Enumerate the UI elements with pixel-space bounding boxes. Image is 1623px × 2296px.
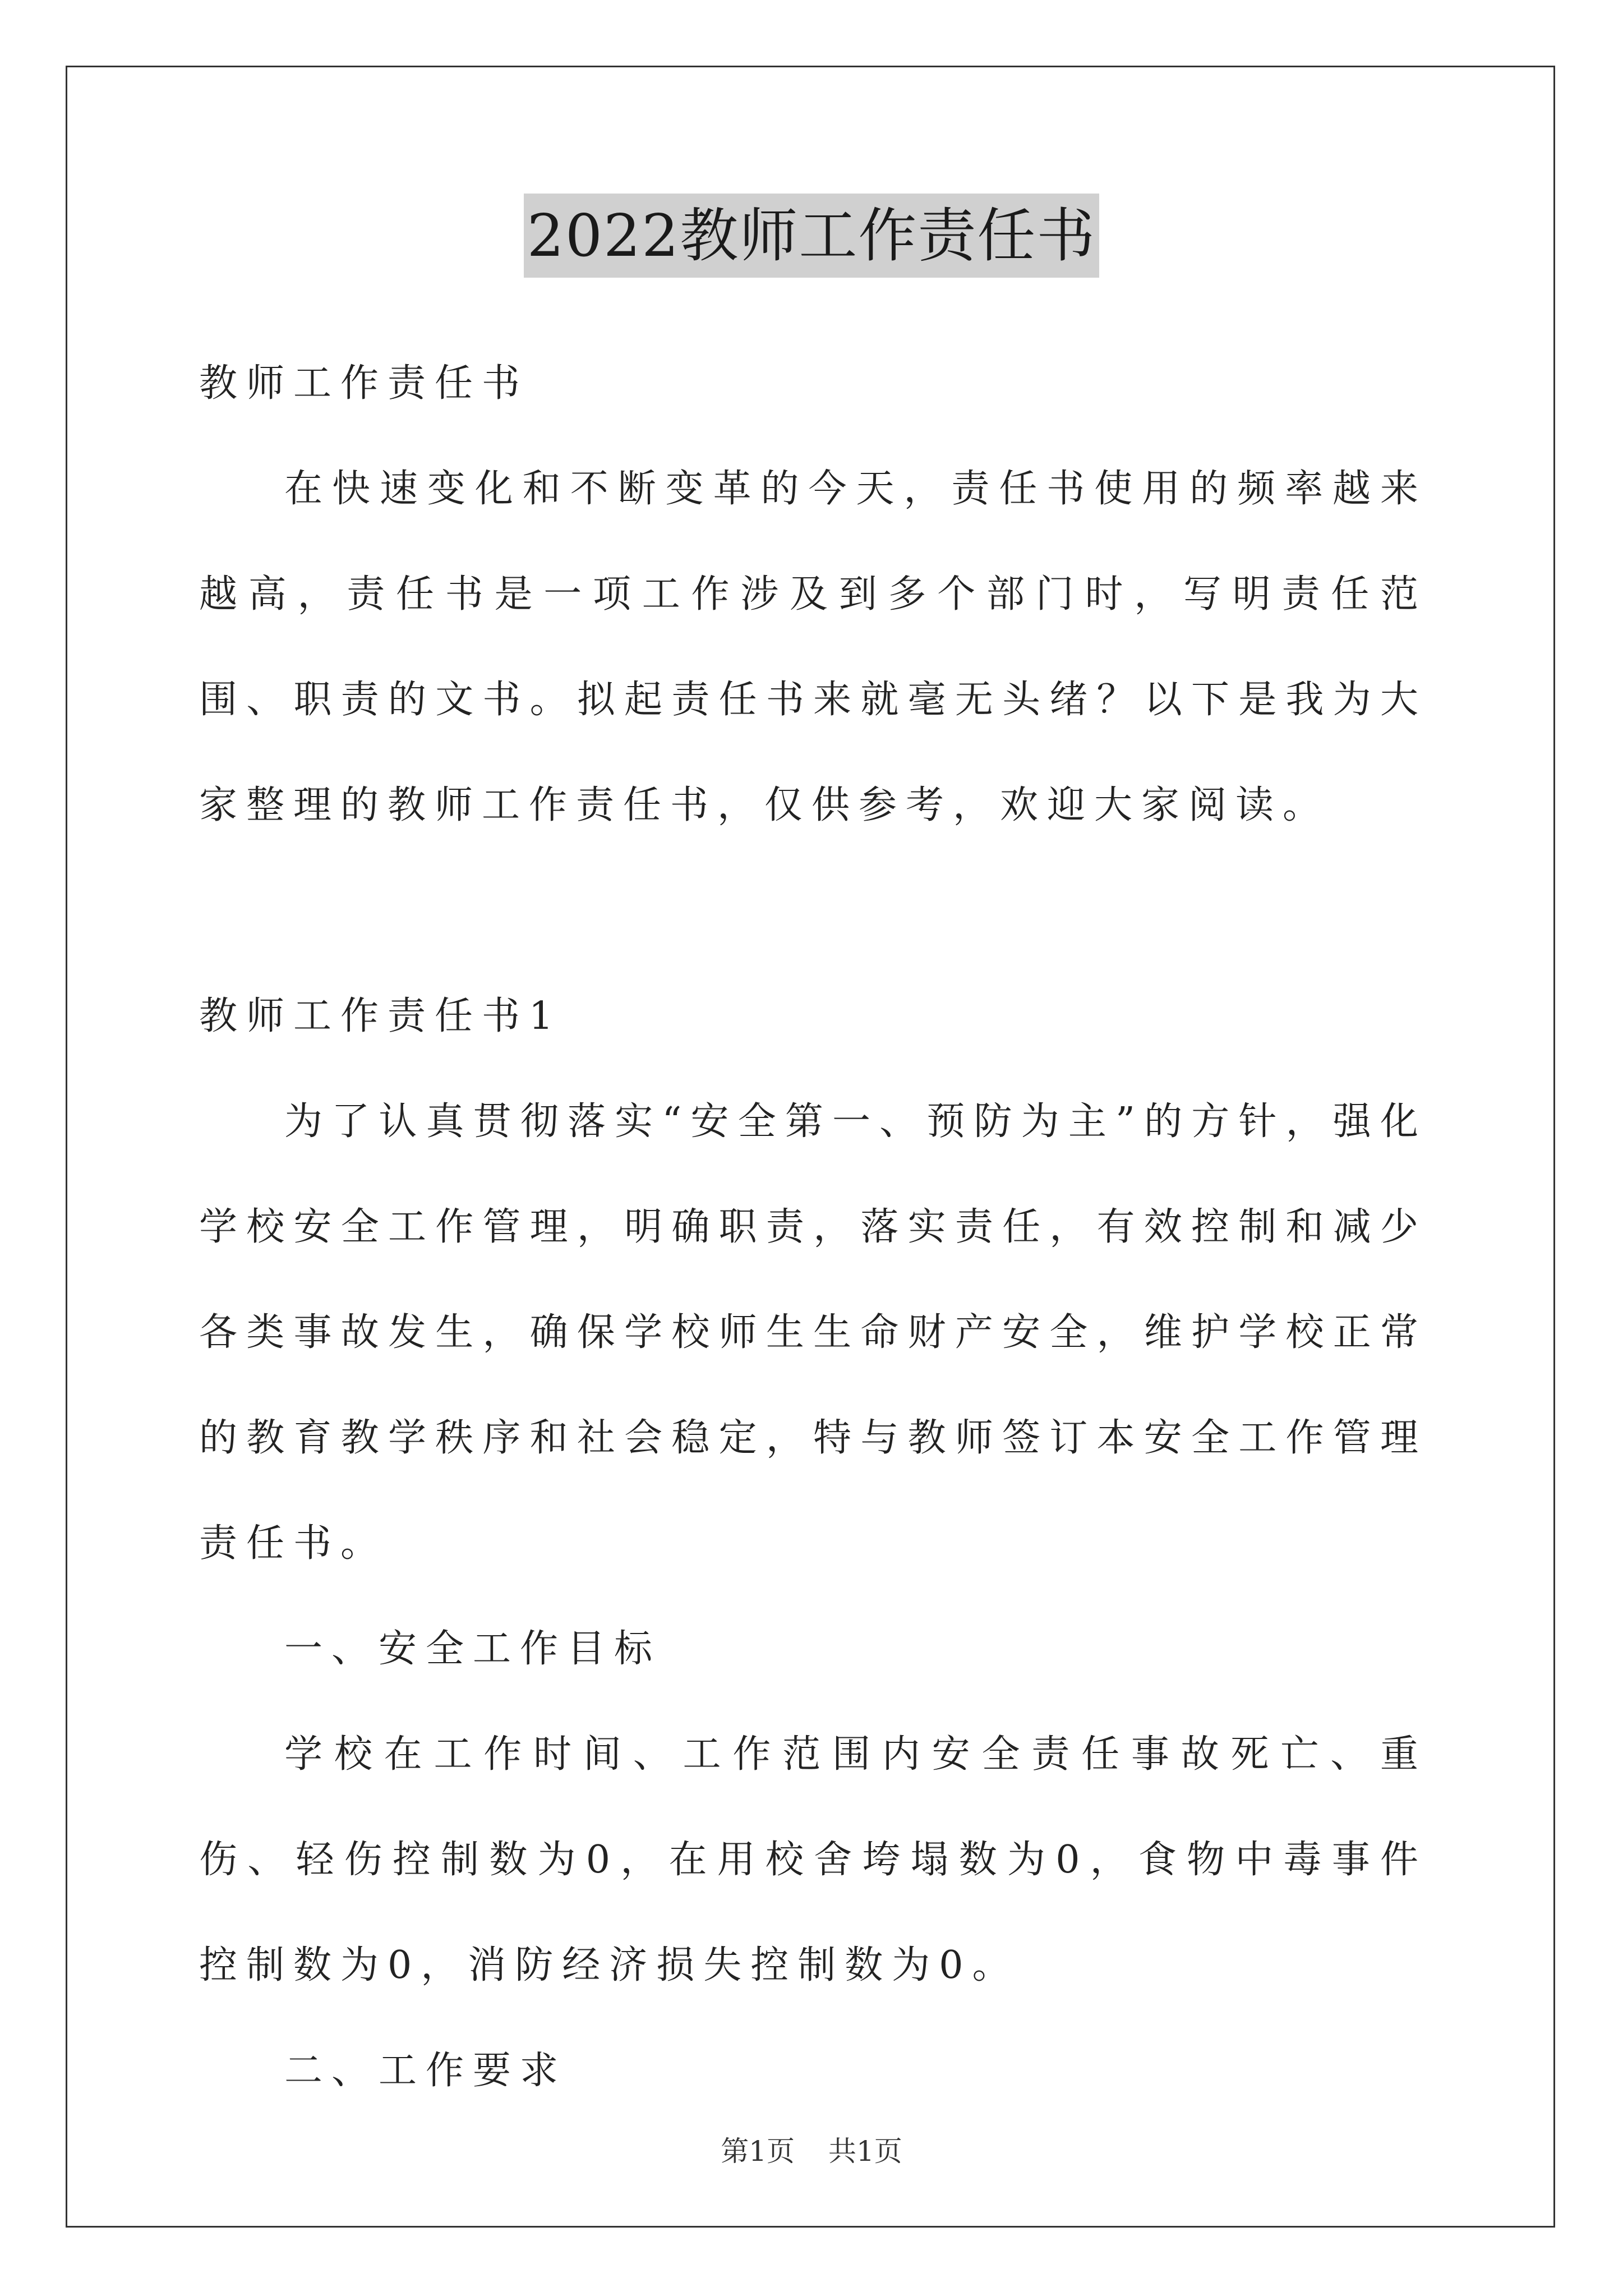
paragraph-heading: 教师工作责任书	[199, 361, 529, 406]
page-total: 共1页	[828, 2135, 902, 2168]
paragraph-requirements-heading: 二、工作要求	[284, 2049, 568, 2093]
page-number: 第1页	[721, 2135, 795, 2168]
title-container	[0, 194, 1623, 278]
paragraph-purpose: 为了认真贯彻落实“安全第一、预防为主”的方针，强化学校安全工作管理，明确职责，落实责任，有效控制和减少各类事故发生，确保学校师生生命财产安全，维护学校正常的教育教学秩序和社会稳定，特与教师签订本安全工作管理责任书。	[199, 1099, 1427, 1566]
paragraph-goal-text: 学校在工作时间、工作范围内安全责任事故死亡、重伤、轻伤控制数为0，在用校舍垮塌数为0，食物中毒事件控制数为0，消防经济损失控制数为0。	[199, 1732, 1427, 1987]
paragraph-goal-heading: 一、安全工作目标	[284, 1627, 662, 1671]
document-body	[199, 331, 1427, 2124]
document-title: 2022教师工作责任书	[524, 194, 1100, 278]
paragraph-intro: 在快速变化和不断变革的今天，责任书使用的频率越来越高，责任书是一项工作涉及到多个部门时，写明责任范围、职责的文书。拟起责任书来就毫无头绪？以下是我为大家整理的教师工作责任书，仅供参考，欢迎大家阅读。	[199, 467, 1427, 827]
paragraph-section-title: 教师工作责任书1	[199, 994, 562, 1038]
page-footer	[0, 2132, 1623, 2171]
